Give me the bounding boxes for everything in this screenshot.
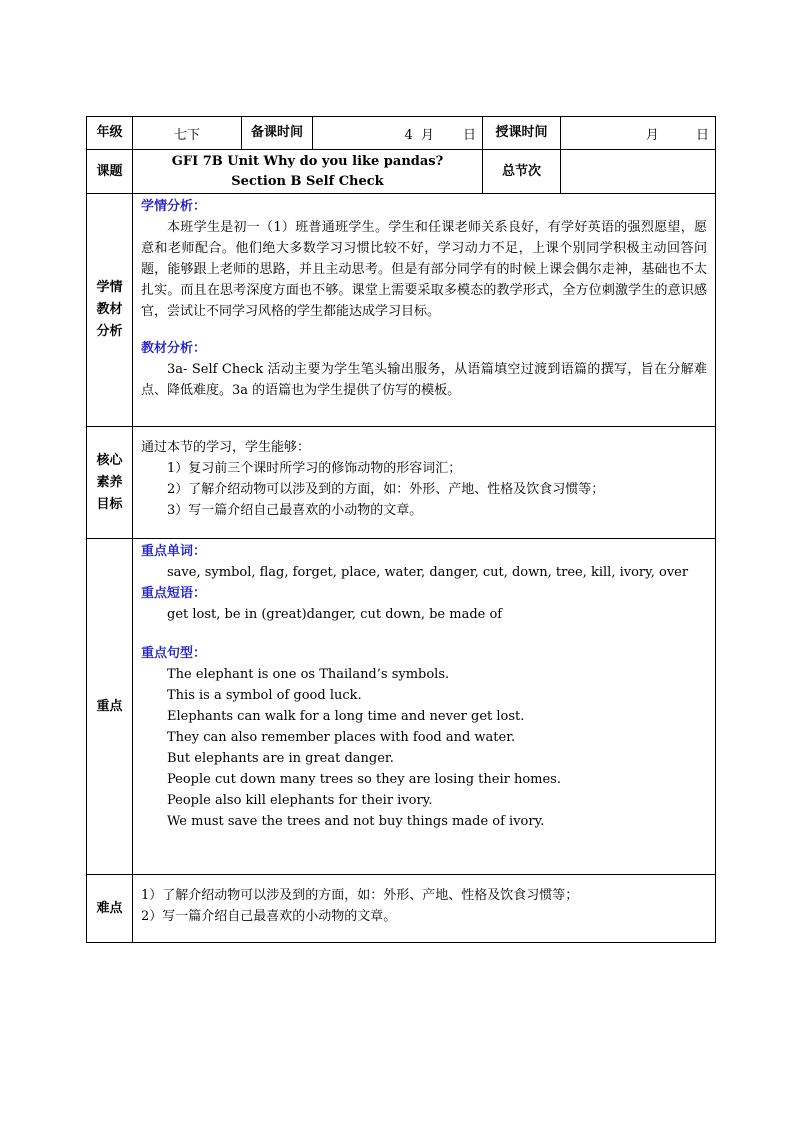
- goal-item: 3）写一篇介绍自己最喜欢的小动物的文章。: [167, 503, 423, 518]
- key-sentence: People also kill elephants for their ivory.: [167, 793, 433, 808]
- key-sentence: They can also remember places with food and water.: [167, 730, 516, 745]
- key-points-label: 重点: [87, 539, 133, 875]
- key-sentence: People cut down many trees so they are losing their homes.: [167, 772, 561, 787]
- key-points-row: [87, 539, 716, 875]
- prep-month-char: 月: [421, 127, 435, 143]
- teach-day-char: 日: [695, 127, 709, 143]
- topic-title-line1: GFI 7B Unit Why do you like pandas?: [171, 153, 444, 169]
- key-phrases-heading: 重点短语：: [141, 586, 207, 601]
- key-words-heading: 重点单词：: [141, 544, 207, 559]
- topic-row: [87, 150, 716, 194]
- difficulty-item: 2）写一篇介绍自己最喜欢的小动物的文章。: [141, 909, 397, 924]
- total-lessons-label: 总节次: [483, 150, 561, 194]
- key-sentence: But elephants are in great danger.: [167, 751, 394, 766]
- teach-month-char: 月: [645, 127, 659, 143]
- topic-title-line2: Section B Self Check: [231, 173, 384, 189]
- prep-time-label: 备课时间: [242, 117, 313, 150]
- key-sentence: Elephants can walk for a long time and never get lost.: [167, 709, 525, 724]
- key-sentence: This is a symbol of good luck.: [167, 688, 362, 703]
- goals-intro: 通过本节的学习，学生能够：: [141, 440, 311, 455]
- analysis-row: [87, 194, 716, 427]
- analysis-content: [133, 194, 716, 427]
- key-sentence: We must save the trees and not buy things made of ivory.: [167, 814, 545, 829]
- analysis-label: 学情 教材 分析: [87, 194, 133, 427]
- topic-label: 课题: [87, 150, 133, 194]
- key-phrases: get lost, be in (great)danger, cut down, be made of: [167, 607, 503, 622]
- goals-content: [133, 427, 716, 539]
- prep-date: [313, 117, 483, 150]
- difficulties-label: 难点: [87, 875, 133, 943]
- lesson-plan-table: [86, 116, 716, 943]
- total-lessons-value: [561, 150, 716, 194]
- student-analysis-text: 本班学生是初一（1）班普通班学生。学生和任课老师关系良好，有学好英语的强烈愿望，愿意和老师配合。他们绝大多数学习习惯比较不好，学习动力不足，上课个别同学积极主动回答问题，能够跟上老师的思路，并且主动思考。但是有部分同学有的时候上课会偶尔走神，基础也不太扎实。而且在思考深度方面也不够。课堂上需要采取多模态的教学形式，全方位刺激学生的意识感官，尝试让不同学习风格的学生都能达成学习目标。: [141, 220, 707, 319]
- material-analysis-text: 3a- Self Check 活动主要为学生笔头输出服务，从语篇填空过渡到语篇的撰写，旨在分解难点、降低难度。3a 的语篇也为学生提供了仿写的模板。: [141, 362, 707, 398]
- goals-label: 核心 素养 目标: [87, 427, 133, 539]
- difficulties-row: [87, 875, 716, 943]
- goals-row: [87, 427, 716, 539]
- header-row: [87, 117, 716, 150]
- difficulty-item: 1）了解介绍动物可以涉及到的方面，如：外形、产地、性格及饮食习惯等；: [141, 888, 579, 903]
- material-analysis-heading: 教材分析：: [141, 341, 207, 356]
- grade-value: 七下: [133, 117, 242, 150]
- teach-time-label: 授课时间: [483, 117, 561, 150]
- goal-item: 2）了解介绍动物可以涉及到的方面，如：外形、产地、性格及饮食习惯等；: [167, 482, 605, 497]
- key-points-content: [133, 539, 716, 875]
- key-words: save, symbol, flag, forget, place, water, danger, cut, down, tree, kill, ivory, over: [167, 565, 689, 580]
- topic-title: [133, 150, 483, 194]
- grade-label: 年级: [87, 117, 133, 150]
- prep-month: 4: [404, 127, 413, 143]
- teach-date: [561, 117, 716, 150]
- goal-item: 1）复习前三个课时所学习的修饰动物的形容词汇；: [167, 461, 462, 476]
- student-analysis-heading: 学情分析：: [141, 199, 207, 214]
- difficulties-content: [133, 875, 716, 943]
- key-sentences-heading: 重点句型：: [141, 646, 207, 661]
- key-sentence: The elephant is one os Thailand’s symbols.: [167, 667, 450, 682]
- prep-day-char: 日: [462, 127, 476, 143]
